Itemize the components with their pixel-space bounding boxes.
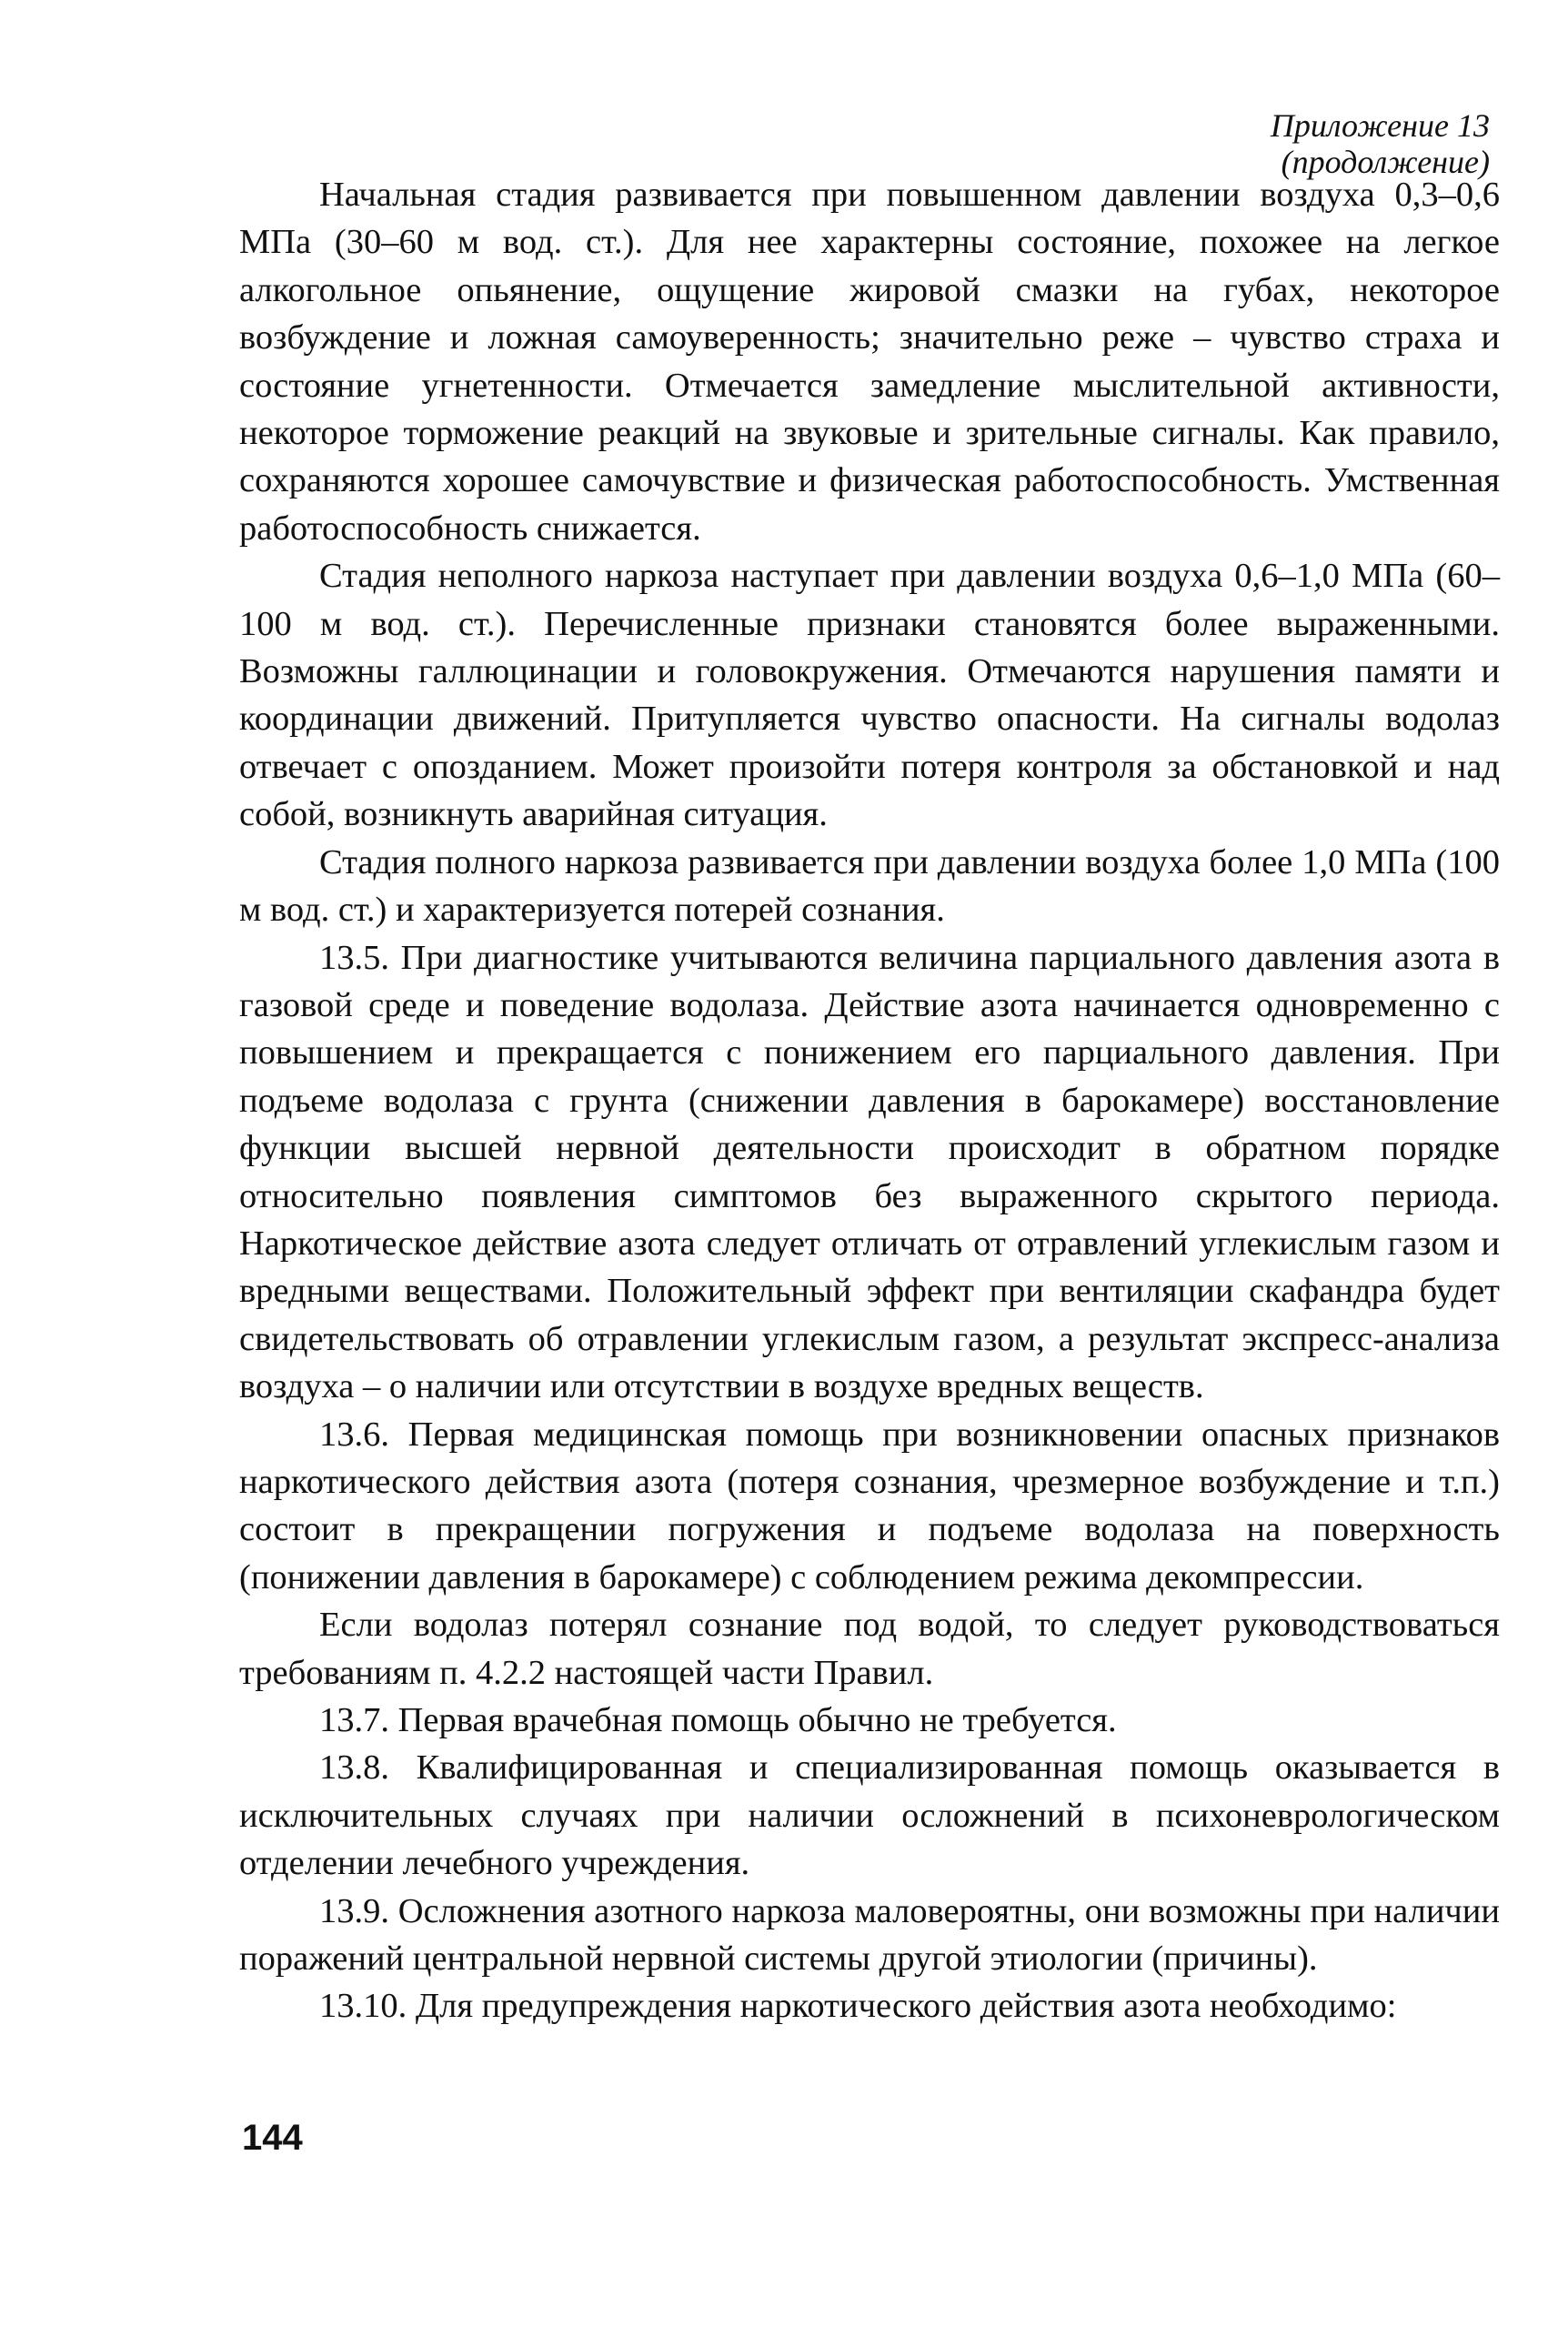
running-header [1126, 107, 1490, 180]
body-text [239, 171, 1500, 2030]
paragraph-13-5: 13.5. При диагностике учитываются величина парциального давления азота в газовой среде и поведение водолаза. Действие азота начинается одновременно с повышением и прекращается с понижением его парциального давления. При подъеме водолаза с грунта (снижении давления в барокамере) восстановление функции высшей нервной деятельности происходит в обратном порядке относительно появления симптомов без выраженного скрытого периода. Наркотическое действие азота следует отличать от отравлений углекислым газом и вредными веществами. Положительный эффект при вентиляции скафандра будет свидетельствовать об отравлении углекислым газом, а результат экспресс-анализа воздуха – о наличии или отсутствии в воздухе вредных веществ. [239, 938, 1500, 1406]
paragraph-incomplete-narcosis: Стадия неполного наркоза наступает при давлении воздуха 0,6–1,0 МПа (60–100 м вод. ст.). Перечисленные признаки становятся более выраженными. Возможны галлюцинации и головокружения. Отмечаются нарушения памяти и координации движений. Притупляется чувство опасности. На сигналы водолаз отвечает с опозданием. Может произойти потеря контроля за обстановкой и над собой, возникнуть аварийная ситуация. [239, 557, 1500, 834]
paragraph-unconscious-diver: Если водолаз потерял сознание под водой, то следует руководствоваться требованиям п. 4.2.2 настоящей части Правил. [239, 1606, 1500, 1692]
paragraph-13-10: 13.10. Для предупреждения наркотического действия азота необходимо: [319, 1987, 1397, 2026]
header-appendix-label: Приложение 13 [1270, 107, 1490, 144]
paragraph-13-7: 13.7. Первая врачебная помощь обычно не требуется. [319, 1701, 1117, 1739]
paragraph-13-9: 13.9. Осложнения азотного наркоза маловероятны, они возможны при наличии поражений центральной нервной системы другой этиологии (причины). [239, 1891, 1500, 1979]
paragraph-full-narcosis: Стадия полного наркоза развивается при давлении воздуха более 1,0 МПа (100 м вод. ст.) и характеризуется потерей сознания. [239, 842, 1500, 930]
paragraph-13-6: 13.6. Первая медицинская помощь при возникновении опасных признаков наркотического действия азота (потеря сознания, чрезмерное возбуждение и т.п.) состоит в прекращении погружения и подъеме водолаза на поверхность (понижении давления в барокамере) с соблюдением режима декомпрессии. [239, 1415, 1500, 1597]
paragraph-initial-stage: Начальная стадия развивается при повышенном давлении воздуха 0,3–0,6 МПа (30–60 м вод. ст.). Для нее характерны состояние, похожее на легкое алкогольное опьянение, ощущение жировой смазки на губах, некоторое возбуждение и ложная самоуверенность; значительно реже – чувство страха и состояние угнетенности. Отмечается замедление мыслительной активности, некоторое торможение реакций на звуковые и зрительные сигналы. Как правило, сохраняются хорошее самочувствие и физическая работоспособность. Умственная работоспособность снижается. [239, 176, 1500, 548]
page-number: 144 [242, 2118, 303, 2158]
header-continuation-label: (продолжение) [1281, 144, 1490, 180]
paragraph-13-8: 13.8. Квалифицированная и специализированная помощь оказывается в исключительных случаях при наличии осложнений в психоневрологическом отделении лечебного учреждения. [239, 1748, 1500, 1883]
